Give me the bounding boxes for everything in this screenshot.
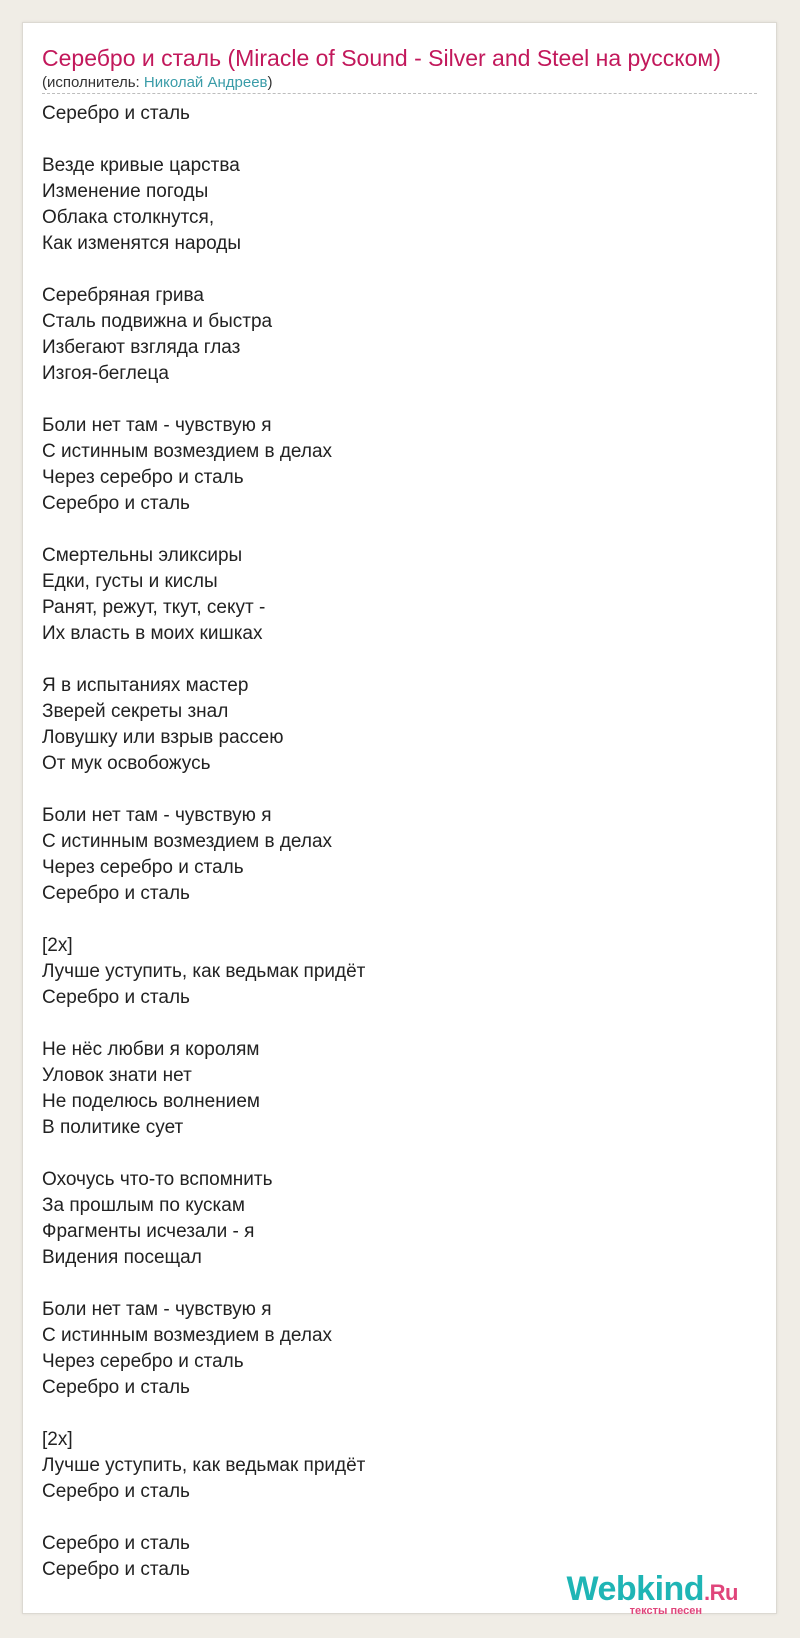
lyric-line: Облака столкнутся,	[42, 207, 215, 228]
lyric-line: Изгоя-беглеца	[42, 363, 169, 384]
performer-link[interactable]: Николай Андреев	[143, 74, 268, 91]
performer-prefix: (исполнитель:	[42, 74, 144, 91]
stanza-gap	[42, 907, 742, 933]
lyric-line: Ранят, режут, ткут, секут -	[42, 597, 266, 618]
stanza-gap	[42, 1011, 742, 1037]
stanza-gap	[42, 387, 742, 413]
lyric-line: Боли нет там - чувствую я	[42, 805, 272, 826]
lyric-line: Сталь подвижна и быстра	[42, 311, 273, 332]
lyric-line: Как изменятся народы	[42, 233, 242, 254]
lyric-line: Серебро и сталь	[42, 1559, 190, 1580]
site-watermark	[567, 1571, 739, 1617]
lyric-line: [2x]	[42, 1429, 73, 1450]
stanza-gap	[42, 517, 742, 543]
lyric-line: С истинным возмездием в делах	[42, 441, 333, 462]
watermark-tagline: тексты песен	[629, 1605, 702, 1617]
lyric-line: Лучше уступить, как ведьмак придёт	[42, 1455, 366, 1476]
stanza-gap	[42, 127, 742, 153]
lyric-line: Боли нет там - чувствую я	[42, 415, 272, 436]
lyric-line: Их власть в моих кишках	[42, 623, 263, 644]
lyric-line: С истинным возмездием в делах	[42, 831, 333, 852]
lyric-line: Через серебро и сталь	[42, 1351, 244, 1372]
lyric-line: Серебро и сталь	[42, 493, 190, 514]
lyric-line: Не нёс любви я королям	[42, 1039, 260, 1060]
performer-suffix: )	[267, 74, 273, 91]
lyric-line: Я в испытаниях мастер	[42, 675, 249, 696]
lyric-line: Охочусь что-то вспомнить	[42, 1169, 273, 1190]
lyric-line: Боли нет там - чувствую я	[42, 1299, 272, 1320]
lyrics-body	[42, 101, 742, 1583]
lyrics-card	[22, 22, 777, 1617]
lyric-line: Серебро и сталь	[42, 1481, 190, 1502]
lyric-line: Избегают взгляда глаз	[42, 337, 241, 358]
lyric-line: Уловок знати нет	[42, 1065, 192, 1086]
lyric-line: Изменение погоды	[42, 181, 209, 202]
stanza-gap	[42, 1271, 742, 1297]
lyric-line: В политике сует	[42, 1117, 184, 1138]
lyric-line: С истинным возмездием в делах	[42, 1325, 333, 1346]
stanza-gap	[42, 647, 742, 673]
lyric-line: Серебро и сталь	[42, 1533, 190, 1554]
lyric-line: Серебряная грива	[42, 285, 204, 306]
lyric-line: От мук освобожусь	[42, 753, 211, 774]
lyric-line: Везде кривые царства	[42, 155, 240, 176]
lyric-line: Серебро и сталь	[42, 883, 190, 904]
watermark-tld: .Ru	[704, 1580, 738, 1605]
stanza-gap	[42, 1141, 742, 1167]
stanza-gap	[42, 257, 742, 283]
lyric-line: Серебро и сталь	[42, 1377, 190, 1398]
stanza-gap	[42, 1505, 742, 1531]
lyric-line: Фрагменты исчезали - я	[42, 1221, 255, 1242]
lyric-line: Серебро и сталь	[42, 103, 190, 124]
lyric-line: Смертельны эликсиры	[42, 545, 243, 566]
lyric-line: Едки, густы и кислы	[42, 571, 218, 592]
lyric-line: Через серебро и сталь	[42, 857, 244, 878]
lyric-line: Видения посещал	[42, 1247, 202, 1268]
lyric-line: Не поделюсь волнением	[42, 1091, 260, 1112]
watermark-brand: Webkind	[566, 1570, 705, 1608]
performer-line	[42, 73, 273, 93]
song-title: Серебро и сталь (Miracle of Sound - Silver and Steel на русском)	[42, 45, 721, 71]
lyric-line: Зверей секреты знал	[42, 701, 229, 722]
stanza-gap	[42, 777, 742, 803]
lyric-line: За прошлым по кускам	[42, 1195, 245, 1216]
lyric-line: Через серебро и сталь	[42, 467, 244, 488]
lyric-line: Ловушку или взрыв рассею	[42, 727, 284, 748]
lyric-line: Серебро и сталь	[42, 987, 190, 1008]
stanza-gap	[42, 1401, 742, 1427]
title-divider	[42, 93, 757, 94]
lyric-line: [2x]	[42, 935, 73, 956]
lyric-line: Лучше уступить, как ведьмак придёт	[42, 961, 366, 982]
